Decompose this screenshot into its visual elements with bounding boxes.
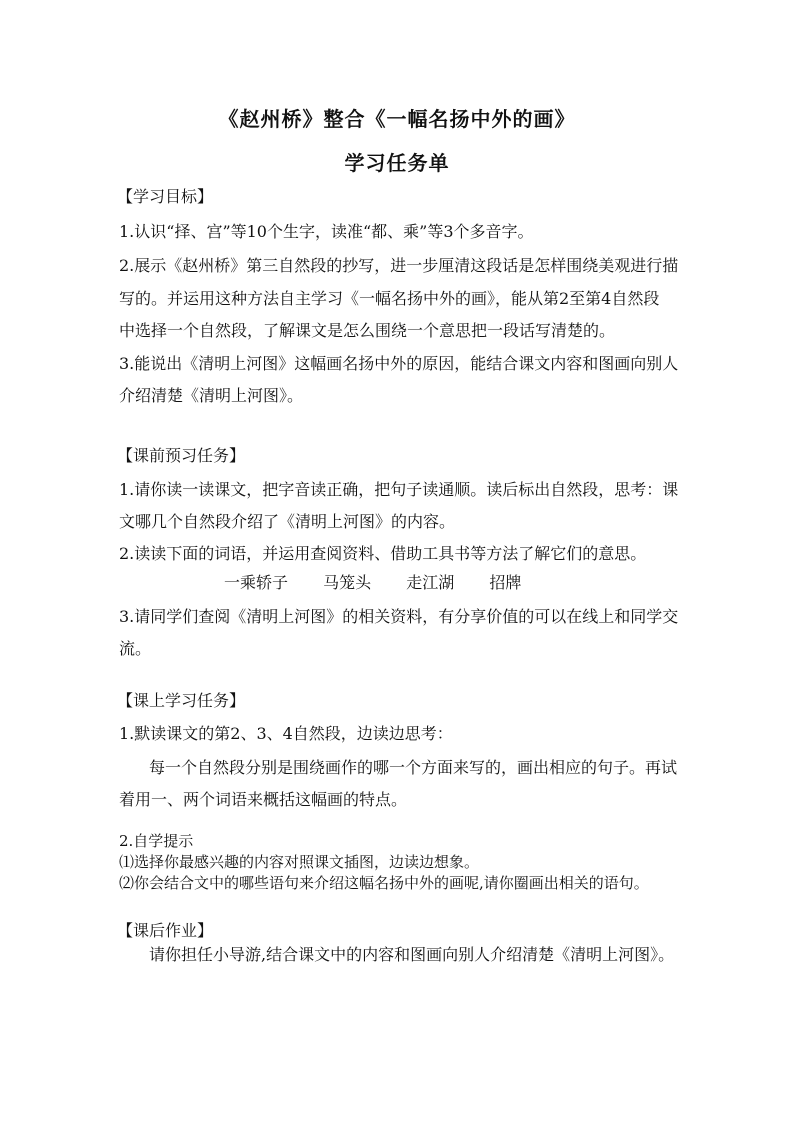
preview-line: 1.请你读一读课文，把字音读正确，把句子读通顺。读后标出自然段，思考：课: [119, 480, 679, 499]
goal-line: 介绍清楚《清明上河图》。: [119, 386, 304, 405]
vocabulary-words: [224, 573, 551, 593]
vocabulary-word: 马笼头: [323, 573, 372, 592]
inclass-line: ⑵你会结合文中的哪些语句来介绍这幅名扬中外的画呢,请你圈画出相关的语句。: [119, 874, 649, 892]
document-title: 《赵州桥》整合《一幅名扬中外的画》: [218, 107, 576, 131]
preview-line: 3.请同学们查阅《清明上河图》的相关资料，有分享价值的可以在线上和同学交: [119, 607, 679, 626]
preview-line: 2.读读下面的词语，并运用查阅资料、借助工具书等方法了解它们的意思。: [119, 544, 647, 563]
vocabulary-word: 招牌: [489, 573, 522, 592]
preview-heading: 【课前预习任务】: [117, 446, 246, 465]
vocabulary-word: 走江湖: [406, 573, 455, 592]
document-subtitle: 学习任务单: [344, 151, 450, 175]
goal-line: 中选择一个自然段，了解课文是怎么围绕一个意思把一段话写清楚的。: [119, 321, 616, 340]
inclass-line: ⑴选择你最感兴趣的内容对照课文插图，边读边想象。: [119, 853, 480, 871]
homework-line: 请你担任小导游,结合课文中的内容和图画向别人介绍清楚《清明上河图》。: [149, 945, 675, 964]
goals-heading: 【学习目标】: [117, 187, 214, 206]
homework-heading: 【课后作业】: [117, 921, 214, 940]
preview-line: 流。: [119, 639, 152, 658]
goal-line: 写的。并运用这种方法自主学习《一幅名扬中外的画》，能从第2至第4自然段: [119, 289, 660, 308]
inclass-line: 2.自学提示: [119, 832, 194, 850]
goal-line: 2.展示《赵州桥》第三自然段的抄写，进一步厘清这段话是怎样围绕美观进行描: [119, 256, 679, 275]
inclass-line: 每一个自然段分别是围绕画作的哪一个方面来写的，画出相应的句子。再试: [149, 758, 678, 777]
inclass-line: 1.默读课文的第2、3、4自然段，边读边思考：: [119, 724, 453, 743]
inclass-line: 着用一、两个词语来概括这幅画的特点。: [119, 790, 408, 809]
preview-line: 文哪几个自然段介绍了《清明上河图》的内容。: [119, 512, 456, 531]
inclass-heading: 【课上学习任务】: [117, 691, 246, 710]
goal-line: 1.认识“择、宫”等10个生字，读准“都、乘”等3个多音字。: [119, 222, 534, 241]
vocabulary-word: 一乘轿子: [224, 573, 289, 592]
goal-line: 3.能说出《清明上河图》这幅画名扬中外的原因，能结合课文内容和图画向别人: [119, 354, 679, 373]
